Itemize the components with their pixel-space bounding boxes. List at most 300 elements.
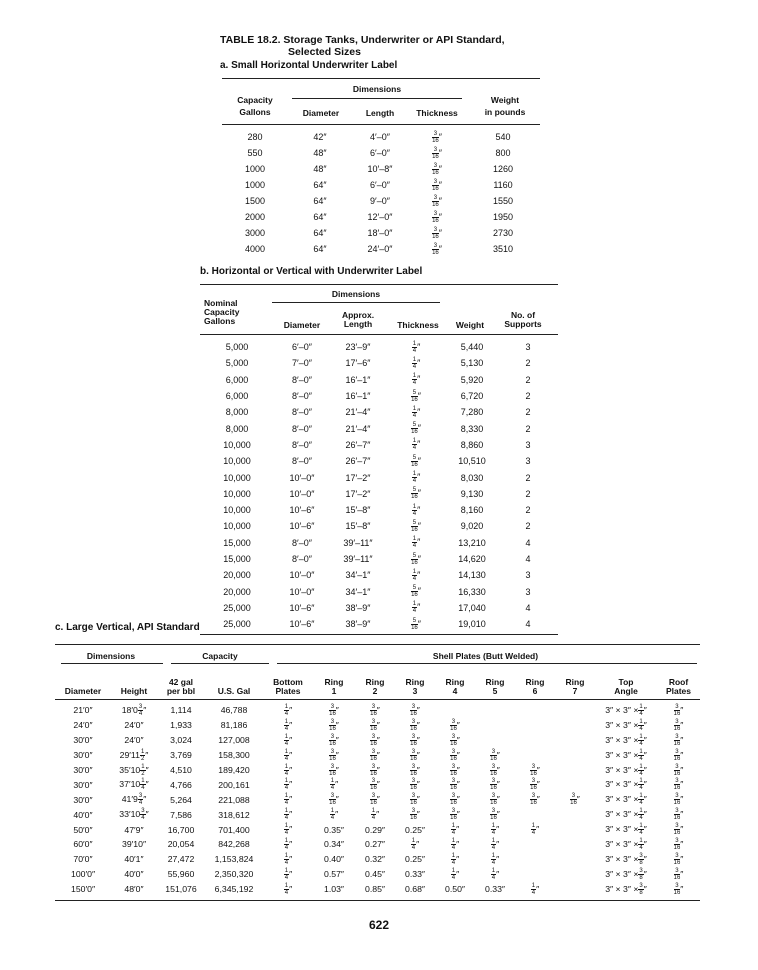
cell-bbl: 3,769 <box>170 750 192 761</box>
cell-bottom-plates: $\frac{1}{4}$ ″ <box>284 852 293 866</box>
cell-weight: 14,130 <box>458 570 486 581</box>
cell-top-angle: 3″ × 3″ × $\frac{1}{4}$ ″ <box>605 837 647 851</box>
cell-height: 33′10 $\frac{3}{4}$ ″ <box>119 808 149 822</box>
cell-us-gal: 127,008 <box>218 735 250 746</box>
fraction: $\frac{3}{16}$ <box>329 718 336 732</box>
fraction: $\frac{1}{4}$ <box>284 748 289 762</box>
cell-roof-plates: $\frac{3}{16}$ ″ <box>673 823 684 837</box>
fraction: $\frac{3}{16}$ <box>410 703 417 717</box>
cell-top-angle: 3″ × 3″ × $\frac{1}{4}$ ″ <box>605 823 647 837</box>
cell-roof-plates: $\frac{3}{16}$ ″ <box>673 867 684 881</box>
cell-diameter: 8′–0″ <box>292 439 312 450</box>
fraction: $\frac{5}{16}$ <box>411 389 418 403</box>
cell-diameter: 150′0″ <box>70 884 96 895</box>
cell-length: 12′–0″ <box>367 212 393 222</box>
cell-us-gal: 701,400 <box>218 824 250 835</box>
cell-ring-3: $\frac{3}{16}$ ″ <box>410 733 420 747</box>
fraction: $\frac{3}{16}$ <box>370 733 377 747</box>
cell-ring-2: 0.27″ <box>365 839 385 850</box>
table-row <box>222 209 540 225</box>
cell-length: 6′–0″ <box>370 148 390 158</box>
cell-top-angle: 3″ × 3″ × $\frac{1}{4}$ ″ <box>605 703 647 717</box>
fraction: $\frac{1}{4}$ <box>639 793 643 807</box>
cell-diameter: 48″ <box>313 164 327 174</box>
cell-bottom-plates: $\frac{1}{4}$ ″ <box>284 733 293 747</box>
cell-ring-3: 0.68″ <box>405 884 425 895</box>
cell-thickness: $\frac{1}{4}$ ″ <box>412 471 421 485</box>
cell-ring-3: $\frac{1}{4}$ ″ <box>411 837 420 851</box>
cell-supports: 3 <box>525 439 531 450</box>
cell-top-angle: 3″ × 3″ × $\frac{1}{4}$ ″ <box>605 733 647 747</box>
cell-thickness: $\frac{5}{16}$ ″ <box>411 454 421 468</box>
cell-length: 16′–1″ <box>345 391 371 402</box>
fraction: $\frac{3}{16}$ <box>673 808 681 822</box>
cell-roof-plates: $\frac{3}{16}$ ″ <box>673 778 684 792</box>
cell-length: 38′–9″ <box>345 619 371 630</box>
table-b-header-thickness: Thickness <box>397 320 439 330</box>
fraction: $\frac{3}{16}$ <box>432 162 439 176</box>
cell-ring-6 <box>515 837 555 852</box>
cell-ring-7 <box>555 867 595 882</box>
cell-capacity: 10,000 <box>223 472 251 483</box>
fraction: $\frac{3}{16}$ <box>450 733 457 747</box>
table-c-header-cell: Ring 2 <box>365 677 385 696</box>
cell-diameter: 10′–0″ <box>289 472 315 483</box>
fraction: $\frac{3}{16}$ <box>329 793 336 807</box>
table-c-header-cell: Ring 4 <box>445 677 465 696</box>
cell-bottom-plates: $\frac{1}{4}$ ″ <box>284 823 293 837</box>
table-row <box>200 404 558 420</box>
fraction: $\frac{1}{4}$ <box>412 356 417 370</box>
table-row <box>55 867 700 882</box>
cell-diameter: 30′0″ <box>73 794 93 805</box>
cell-bbl: 5,264 <box>170 794 192 805</box>
cell-top-angle: 3″ × 3″ × $\frac{1}{4}$ ″ <box>605 793 647 807</box>
cell-height: 48′0″ <box>124 884 144 895</box>
cell-supports: 2 <box>525 488 531 499</box>
fraction: $\frac{3}{8}$ <box>639 852 643 866</box>
fraction: $\frac{1}{4}$ <box>639 733 643 747</box>
page-number: 622 <box>368 918 390 932</box>
cell-capacity: 1000 <box>244 180 266 190</box>
cell-weight: 3510 <box>492 244 514 254</box>
cell-length: 24′–0″ <box>367 244 393 254</box>
fraction: $\frac{1}{4}$ <box>284 778 289 792</box>
cell-supports: 3 <box>525 456 531 467</box>
cell-ring-1: 1.03″ <box>324 884 344 895</box>
cell-diameter: 64″ <box>313 244 327 254</box>
cell-ring-7 <box>555 822 595 837</box>
cell-roof-plates: $\frac{3}{16}$ ″ <box>673 703 684 717</box>
section-c-caption: c. Large Vertical, API Standard <box>55 622 200 633</box>
cell-thickness: $\frac{1}{4}$ ″ <box>412 568 421 582</box>
table-a <box>222 129 540 257</box>
cell-ring-7 <box>555 852 595 867</box>
cell-bbl: 1,114 <box>170 705 192 716</box>
cell-top-angle: 3″ × 3″ × $\frac{3}{8}$ ″ <box>605 882 647 896</box>
fraction: $\frac{1}{4}$ <box>639 763 643 777</box>
cell-thickness: $\frac{5}{16}$ ″ <box>411 552 421 566</box>
cell-ring-5 <box>475 703 515 718</box>
cell-diameter: 8′–0″ <box>292 554 312 564</box>
fraction: $\frac{3}{16}$ <box>370 778 377 792</box>
cell-diameter: 10′–0″ <box>289 488 315 499</box>
fraction: $\frac{1}{4}$ <box>491 867 496 881</box>
cell-diameter: 30′0″ <box>73 765 93 775</box>
fraction: $\frac{3}{16}$ <box>450 793 457 807</box>
cell-supports: 2 <box>525 472 531 483</box>
cell-weight: 8,330 <box>460 423 484 434</box>
cell-ring-4: $\frac{3}{16}$ ″ <box>450 763 460 777</box>
table-row <box>55 703 700 718</box>
cell-thickness: $\frac{3}{16}$ ″ <box>432 146 442 160</box>
fraction: $\frac{3}{16}$ <box>370 748 377 762</box>
cell-roof-plates: $\frac{3}{16}$ ″ <box>673 748 684 762</box>
fraction: $\frac{1}{4}$ <box>284 882 289 896</box>
cell-length: 39′–11″ <box>343 554 373 564</box>
table-a-header-thickness: Thickness <box>416 108 458 118</box>
table-b-group-rule <box>272 302 440 303</box>
cell-diameter: 42″ <box>313 132 327 142</box>
cell-ring-7 <box>555 748 595 763</box>
table-a-group-dimensions: Dimensions <box>352 84 402 94</box>
fraction: $\frac{1}{4}$ <box>284 837 289 851</box>
cell-ring-7 <box>555 777 595 792</box>
fraction: $\frac{5}{16}$ <box>411 585 418 599</box>
cell-weight: 9,020 <box>460 521 484 532</box>
cell-us-gal: 2,350,320 <box>214 869 254 880</box>
cell-diameter: 8′–0″ <box>292 391 312 402</box>
cell-roof-plates: $\frac{3}{16}$ ″ <box>673 882 684 896</box>
cell-ring-7 <box>555 882 595 897</box>
fraction: $\frac{3}{16}$ <box>673 852 681 866</box>
cell-supports: 4 <box>525 602 531 613</box>
cell-height: 40′0″ <box>124 869 144 880</box>
fraction: $\frac{3}{16}$ <box>530 763 537 777</box>
cell-ring-6 <box>515 867 555 882</box>
cell-ring-5: $\frac{3}{16}$ ″ <box>490 748 500 762</box>
cell-ring-2: $\frac{3}{16}$ ″ <box>370 763 380 777</box>
cell-weight: 8,860 <box>460 439 484 450</box>
cell-ring-7 <box>555 718 595 733</box>
cell-ring-5: 0.33″ <box>485 884 505 895</box>
table-a-header-capacity: Capacity Gallons <box>237 95 273 117</box>
table-c-header-cell: Roof Plates <box>665 677 692 696</box>
table-row <box>55 733 700 748</box>
fraction: $\frac{1}{4}$ <box>284 867 289 881</box>
table-row <box>55 852 700 867</box>
cell-diameter: 8′–0″ <box>292 537 312 548</box>
fraction: $\frac{3}{16}$ <box>432 242 439 256</box>
fraction: $\frac{3}{16}$ <box>450 763 457 777</box>
cell-top-angle: 3″ × 3″ × $\frac{1}{4}$ ″ <box>605 718 647 732</box>
fraction: $\frac{5}{16}$ <box>411 454 418 468</box>
table-row <box>200 567 558 583</box>
fraction: $\frac{1}{4}$ <box>639 778 643 792</box>
cell-length: 10′–8″ <box>367 164 393 174</box>
table-a-header-rule <box>222 124 540 125</box>
cell-bbl: 20,054 <box>167 839 195 850</box>
cell-supports: 4 <box>525 554 531 564</box>
fraction: $\frac{3}{16}$ <box>370 703 377 717</box>
cell-ring-4 <box>435 703 475 718</box>
cell-bbl: 16,700 <box>167 824 195 835</box>
fraction: $\frac{1}{4}$ <box>412 568 417 582</box>
cell-capacity: 4000 <box>244 244 266 254</box>
cell-diameter: 60′0″ <box>73 839 93 850</box>
cell-ring-2: $\frac{3}{16}$ ″ <box>370 718 380 732</box>
cell-ring-3: 0.33″ <box>405 869 425 880</box>
cell-diameter: 6′–0″ <box>292 342 312 353</box>
cell-ring-2: $\frac{3}{16}$ ″ <box>370 793 380 807</box>
fraction: $\frac{3}{16}$ <box>370 718 377 732</box>
fraction: $\frac{1}{4}$ <box>531 882 536 896</box>
cell-capacity: 3000 <box>244 228 266 238</box>
fraction: $\frac{3}{16}$ <box>450 718 457 732</box>
cell-weight: 13,210 <box>458 537 486 548</box>
table-b <box>200 339 558 632</box>
cell-ring-5: $\frac{3}{16}$ ″ <box>490 763 500 777</box>
fraction: $\frac{3}{16}$ <box>410 733 417 747</box>
fraction: $\frac{3}{16}$ <box>432 226 439 240</box>
cell-roof-plates: $\frac{3}{16}$ ″ <box>673 718 684 732</box>
fraction: $\frac{3}{16}$ <box>329 763 336 777</box>
cell-weight: 17,040 <box>458 602 486 613</box>
cell-length: 23′–9″ <box>345 342 371 353</box>
table-title-line2: Selected Sizes <box>288 46 361 58</box>
table-row <box>200 437 558 453</box>
fraction: $\frac{3}{16}$ <box>530 778 537 792</box>
fraction: $\frac{1}{2}$ <box>141 763 145 777</box>
cell-capacity: 15,000 <box>223 554 251 564</box>
cell-thickness: $\frac{5}{16}$ ″ <box>411 487 421 501</box>
fraction: $\frac{3}{16}$ <box>410 748 417 762</box>
cell-ring-1: $\frac{3}{16}$ ″ <box>329 793 339 807</box>
cell-roof-plates: $\frac{3}{16}$ ″ <box>673 793 684 807</box>
cell-capacity: 1000 <box>244 164 266 174</box>
table-row <box>55 882 700 897</box>
table-row <box>222 161 540 177</box>
table-row <box>200 372 558 388</box>
cell-ring-6 <box>515 718 555 733</box>
cell-ring-3: $\frac{3}{16}$ ″ <box>410 763 420 777</box>
cell-diameter: 10′–6″ <box>289 505 315 516</box>
cell-diameter: 10′–6″ <box>289 602 315 613</box>
cell-ring-6 <box>515 733 555 748</box>
cell-supports: 4 <box>525 537 531 548</box>
cell-us-gal: 158,300 <box>218 750 250 761</box>
cell-capacity: 2000 <box>244 212 266 222</box>
cell-ring-5: $\frac{1}{4}$ ″ <box>491 867 500 881</box>
fraction: $\frac{5}{16}$ <box>411 519 418 533</box>
cell-us-gal: 189,420 <box>218 765 250 775</box>
cell-roof-plates: $\frac{3}{16}$ ″ <box>673 852 684 866</box>
table-title <box>220 34 505 58</box>
table-row <box>200 518 558 534</box>
table-a-top-rule <box>222 78 540 79</box>
cell-thickness: $\frac{5}{16}$ ″ <box>411 617 421 631</box>
cell-roof-plates: $\frac{3}{16}$ ″ <box>673 733 684 747</box>
cell-diameter: 7′–0″ <box>292 358 312 369</box>
table-c-header-cell: Ring 3 <box>405 677 425 696</box>
fraction: $\frac{3}{4}$ <box>138 793 143 807</box>
cell-capacity: 25,000 <box>223 619 251 630</box>
table-c-column-headers <box>55 670 700 696</box>
cell-capacity: 6,000 <box>225 374 249 385</box>
cell-capacity: 20,000 <box>223 570 251 581</box>
cell-us-gal: 1,153,824 <box>214 854 254 865</box>
cell-ring-3: $\frac{3}{16}$ ″ <box>410 718 420 732</box>
fraction: $\frac{3}{16}$ <box>450 748 457 762</box>
cell-thickness: $\frac{1}{4}$ ″ <box>412 373 421 387</box>
cell-ring-5: $\frac{3}{16}$ ″ <box>490 808 500 822</box>
cell-weight: 1160 <box>493 180 513 190</box>
table-row <box>200 469 558 485</box>
table-b-header-capacity: Nominal Capacity Gallons <box>204 298 240 326</box>
fraction: $\frac{1}{4}$ <box>639 823 643 837</box>
table-c-group-capacity: Capacity <box>202 651 238 661</box>
cell-weight: 6,720 <box>460 391 484 402</box>
cell-ring-3: $\frac{3}{16}$ ″ <box>410 808 420 822</box>
cell-thickness: $\frac{1}{4}$ ″ <box>412 536 421 550</box>
cell-length: 17′–6″ <box>345 358 371 369</box>
fraction: $\frac{3}{16}$ <box>410 808 417 822</box>
cell-capacity: 8,000 <box>225 423 249 434</box>
fraction: $\frac{1}{4}$ <box>284 793 289 807</box>
cell-supports: 2 <box>525 358 531 369</box>
fraction: $\frac{3}{16}$ <box>432 146 439 160</box>
cell-diameter: 70′0″ <box>73 854 93 865</box>
cell-length: 16′–1″ <box>345 374 371 385</box>
table-row <box>222 177 540 193</box>
cell-ring-7 <box>555 837 595 852</box>
cell-weight: 5,440 <box>460 342 484 353</box>
fraction: $\frac{3}{16}$ <box>450 778 457 792</box>
cell-diameter: 64″ <box>313 196 327 206</box>
cell-ring-3: $\frac{3}{16}$ ″ <box>410 703 420 717</box>
cell-capacity: 15,000 <box>223 537 251 548</box>
fraction: $\frac{1}{4}$ <box>411 837 416 851</box>
cell-ring-3: $\frac{3}{16}$ ″ <box>410 748 420 762</box>
table-a-header-length: Length <box>365 108 395 118</box>
cell-diameter: 100′0″ <box>70 869 96 880</box>
cell-diameter: 8′–0″ <box>292 407 312 418</box>
fraction: $\frac{3}{4}$ <box>141 808 145 822</box>
cell-ring-4: 0.50″ <box>445 884 465 895</box>
table-row <box>55 748 700 763</box>
cell-weight: 8,160 <box>460 505 484 516</box>
table-c-header-rule <box>55 699 700 700</box>
fraction: $\frac{3}{16}$ <box>490 778 497 792</box>
fraction: $\frac{1}{4}$ <box>284 808 289 822</box>
cell-capacity: 8,000 <box>225 407 249 418</box>
cell-thickness: $\frac{3}{16}$ ″ <box>432 242 442 256</box>
cell-length: 15′–8″ <box>345 521 371 532</box>
table-b-header <box>200 289 558 335</box>
cell-capacity: 5,000 <box>225 342 249 353</box>
fraction: $\frac{3}{16}$ <box>410 718 417 732</box>
cell-ring-2: $\frac{3}{16}$ ″ <box>370 703 380 717</box>
table-row <box>55 763 700 778</box>
fraction: $\frac{1}{4}$ <box>491 852 496 866</box>
cell-capacity: 10,000 <box>223 505 251 516</box>
cell-height: 37′10 $\frac{1}{4}$ ″ <box>119 778 149 792</box>
cell-top-angle: 3″ × 3″ × $\frac{3}{8}$ ″ <box>605 867 647 881</box>
cell-weight: 10,510 <box>458 456 486 467</box>
cell-supports: 2 <box>525 521 531 532</box>
fraction: $\frac{1}{4}$ <box>531 823 536 837</box>
fraction: $\frac{3}{8}$ <box>639 867 643 881</box>
fraction: $\frac{1}{4}$ <box>491 823 496 837</box>
table-row <box>200 453 558 469</box>
fraction: $\frac{1}{4}$ <box>412 536 417 550</box>
cell-length: 6′–0″ <box>370 180 390 190</box>
cell-ring-1: 0.40″ <box>324 854 344 865</box>
cell-supports: 2 <box>525 407 531 418</box>
table-row <box>200 551 558 567</box>
cell-ring-4: $\frac{1}{4}$ ″ <box>451 823 460 837</box>
table-c <box>55 703 700 897</box>
table-b-header-weight: Weight <box>455 320 485 330</box>
table-row <box>200 535 558 551</box>
table-b-top-rule <box>200 284 558 285</box>
cell-ring-1: $\frac{1}{4}$ ″ <box>330 778 339 792</box>
cell-ring-4: $\frac{3}{16}$ ″ <box>450 733 460 747</box>
cell-ring-2: $\frac{1}{4}$ ″ <box>371 808 380 822</box>
table-a-header-weight: Weight in pounds <box>484 95 526 117</box>
table-c-group-shell-rule <box>277 663 697 664</box>
table-c-bottom-rule <box>55 900 700 901</box>
cell-diameter: 21′0″ <box>73 705 93 716</box>
cell-diameter: 30′0″ <box>73 735 93 746</box>
cell-capacity: 1500 <box>244 196 266 206</box>
cell-length: 17′–2″ <box>345 472 371 483</box>
table-c-group-dimensions: Dimensions <box>86 651 136 661</box>
cell-us-gal: 6,345,192 <box>214 884 254 895</box>
cell-top-angle: 3″ × 3″ × $\frac{3}{8}$ ″ <box>605 852 647 866</box>
cell-diameter: 8′–0″ <box>292 374 312 385</box>
fraction: $\frac{3}{16}$ <box>370 763 377 777</box>
fraction: $\frac{3}{16}$ <box>673 718 681 732</box>
cell-capacity: 25,000 <box>223 602 251 613</box>
cell-us-gal: 221,088 <box>218 794 250 805</box>
cell-ring-7 <box>555 733 595 748</box>
fraction: $\frac{3}{16}$ <box>673 882 681 896</box>
cell-capacity: 10,000 <box>223 456 251 467</box>
fraction: $\frac{1}{4}$ <box>412 438 417 452</box>
cell-ring-5 <box>475 733 515 748</box>
cell-capacity: 10,000 <box>223 521 251 532</box>
cell-weight: 7,280 <box>460 407 484 418</box>
fraction: $\frac{1}{4}$ <box>371 808 376 822</box>
fraction: $\frac{3}{8}$ <box>639 882 643 896</box>
cell-diameter: 8′–0″ <box>292 423 312 434</box>
fraction: $\frac{3}{16}$ <box>432 194 439 208</box>
table-c-header-cell: U.S. Gal <box>217 686 251 696</box>
cell-weight: 9,130 <box>460 488 484 499</box>
cell-weight: 1260 <box>492 164 514 174</box>
fraction: $\frac{3}{16}$ <box>673 763 681 777</box>
cell-length: 21′–4″ <box>345 407 371 418</box>
fraction: $\frac{3}{16}$ <box>410 778 417 792</box>
cell-diameter: 8′–0″ <box>292 456 312 467</box>
cell-thickness: $\frac{5}{16}$ ″ <box>411 585 421 599</box>
fraction: $\frac{3}{16}$ <box>673 733 681 747</box>
cell-length: 17′–2″ <box>345 488 371 499</box>
table-c-group-cap-rule <box>171 663 269 664</box>
fraction: $\frac{3}{16}$ <box>490 793 497 807</box>
cell-diameter: 50′0″ <box>73 824 93 835</box>
